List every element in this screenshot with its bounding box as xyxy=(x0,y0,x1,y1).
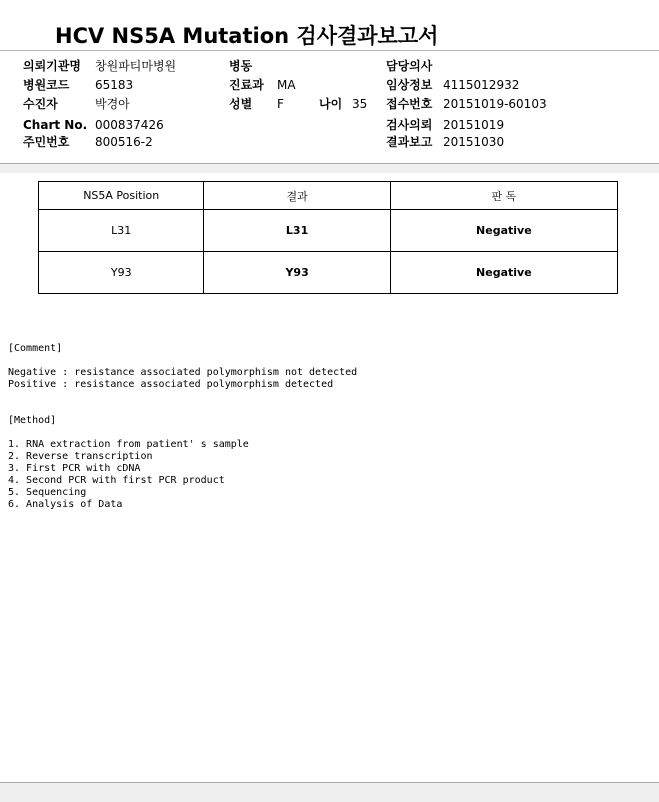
chart-number-label: Chart No. xyxy=(23,118,88,132)
clinical-info-value: 4115012932 xyxy=(443,78,520,92)
header-ns5a-position: NS5A Position xyxy=(39,182,204,210)
report-title: HCV NS5A Mutation 검사결과보고서 xyxy=(55,24,439,48)
method-step: 3. First PCR with cDNA xyxy=(8,463,141,474)
footer-separator-band xyxy=(0,782,659,802)
method-step: 5. Sequencing xyxy=(8,487,87,498)
position-cell: L31 xyxy=(39,210,204,252)
doctor-label: 담당의사 xyxy=(386,59,433,73)
hospital-code-label: 병원코드 xyxy=(23,78,70,92)
result-table xyxy=(38,181,618,294)
institution-value: 창원파티마병원 xyxy=(95,59,177,73)
result-cell: Y93 xyxy=(204,252,390,294)
table-header-row xyxy=(39,182,618,210)
result-cell: L31 xyxy=(204,210,390,252)
position-cell: Y93 xyxy=(39,252,204,294)
comment-heading: [Comment] xyxy=(8,343,63,354)
age-label: 나이 xyxy=(319,97,343,111)
resident-id-value: 800516-2 xyxy=(95,135,153,149)
method-heading: [Method] xyxy=(8,415,57,426)
comment-line: Negative : resistance associated polymorphism not detected xyxy=(8,367,358,378)
interpretation-cell: Negative xyxy=(390,210,617,252)
header-result: 결과 xyxy=(204,182,390,210)
test-request-label: 검사의뢰 xyxy=(386,118,433,132)
sex-value: F xyxy=(277,97,284,111)
department-label: 진료과 xyxy=(229,78,264,92)
institution-label: 의뢰기관명 xyxy=(23,59,81,73)
department-value: MA xyxy=(277,78,296,92)
header-interpretation: 판 독 xyxy=(390,182,617,210)
clinical-info-label: 임상정보 xyxy=(386,78,433,92)
title-divider xyxy=(0,50,659,51)
patient-name-label: 수진자 xyxy=(23,97,58,111)
test-request-value: 20151019 xyxy=(443,118,505,132)
age-value: 35 xyxy=(352,97,368,111)
receipt-number-value: 20151019-60103 xyxy=(443,97,547,111)
report-date-value: 20151030 xyxy=(443,135,505,149)
patient-name-value: 박경아 xyxy=(95,97,130,111)
receipt-number-label: 접수번호 xyxy=(386,97,433,111)
table-row xyxy=(39,252,618,294)
method-step: 2. Reverse transcription xyxy=(8,451,153,462)
interpretation-cell: Negative xyxy=(390,252,617,294)
sex-label: 성별 xyxy=(229,97,253,111)
method-step: 1. RNA extraction from patient' s sample xyxy=(8,439,249,450)
report-date-label: 결과보고 xyxy=(386,135,433,149)
ward-label: 병동 xyxy=(229,59,253,73)
chart-number-value: 000837426 xyxy=(95,118,164,132)
hospital-code-value: 65183 xyxy=(95,78,134,92)
comment-line: Positive : resistance associated polymorphism detected xyxy=(8,379,334,390)
resident-id-label: 주민번호 xyxy=(23,135,70,149)
header-separator-band xyxy=(0,163,659,173)
method-step: 4. Second PCR with first PCR product xyxy=(8,475,225,486)
method-step: 6. Analysis of Data xyxy=(8,499,123,510)
table-row xyxy=(39,210,618,252)
